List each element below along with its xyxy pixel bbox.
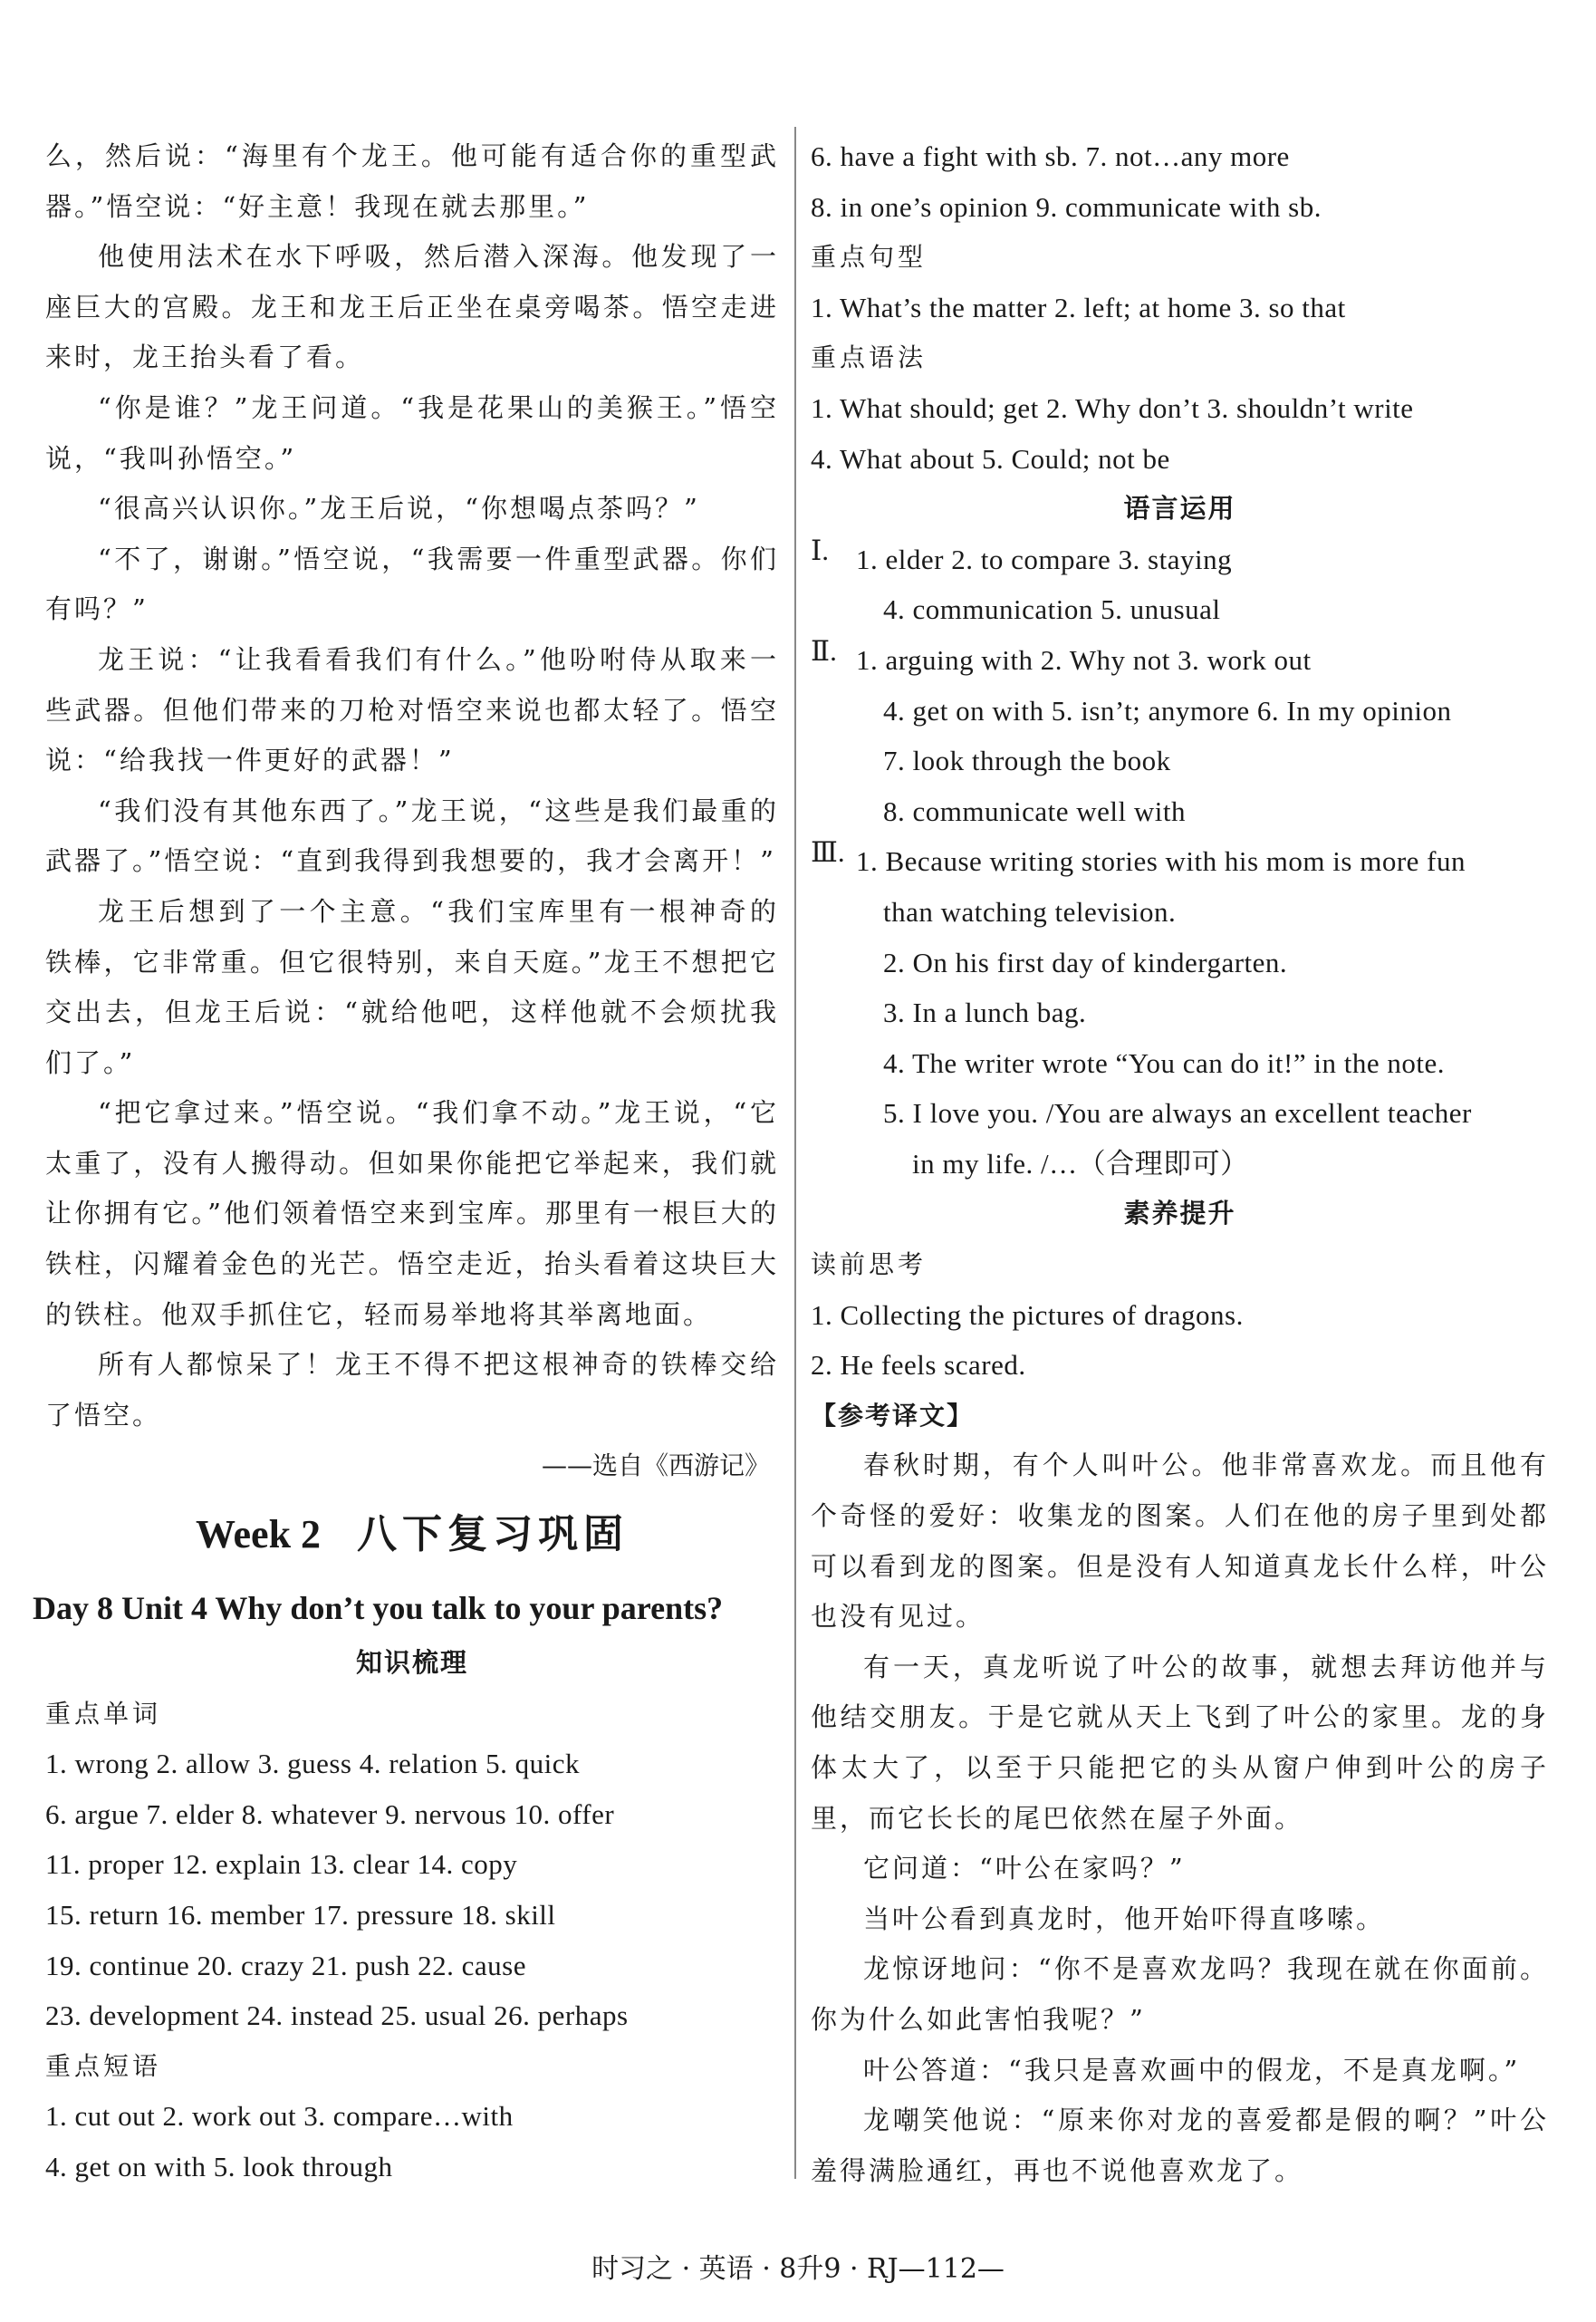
translation-paragraph: 叶公答道：“我只是喜欢画中的假龙，不是真龙啊。” [863, 2054, 1521, 2086]
right-column [811, 131, 1549, 2196]
vocab-line: 15. return 16. member 17. pressure 18. skill [45, 1899, 556, 1931]
answer-line: 8. communicate well with [883, 795, 1186, 827]
column-divider [794, 127, 796, 2179]
day-unit-title: Day 8 Unit 4 Why don’t you talk to your parents? [33, 1590, 724, 1627]
story-paragraph: “不了，谢谢。”悟空说，“我需要一件重型武器。你们有吗？” [45, 543, 779, 625]
exercise-1 [811, 535, 1549, 635]
answer-line: 4. The writer wrote “You can do it!” in the note. [883, 1046, 1445, 1079]
phrase-line: 8. in one’s opinion 9. communicate with sb. [811, 190, 1322, 223]
story-paragraph: “把它拿过来。”悟空说。“我们拿不动。”龙王说，“它太重了，没有人搬得动。但如果你能把它举起来，我们就让你拥有它。”他们领着悟空来到宝库。那里有一根巨大的铁柱，闪耀着金色的光芒。悟空走近，抬头看着这块巨大的铁柱。他双手抓住它，轻而易举地将其举离地面。 [45, 1097, 779, 1330]
week-heading [45, 1491, 779, 1578]
vocab-line: 11. proper 12. explain 13. clear 14. copy [45, 1848, 518, 1881]
page-footer: 时习之 · 英语 · 8升9 · RJ—112— [591, 2253, 1005, 2285]
phrase-line: 4. get on with 5. look through [45, 2150, 393, 2182]
story-paragraph: 龙王后想到了一个主意。“我们宝库里有一根神奇的铁棒，它非常重。但它很特别，来自天庭。”龙王不想把它交出去，但龙王后说：“就给他吧，这样他就不会烦扰我们了。” [45, 895, 779, 1078]
vocab-heading: 重点单词 [45, 1698, 162, 1729]
vocab-line: 19. continue 20. crazy 21. push 22. cause [45, 1949, 527, 1981]
phrase-line: 1. cut out 2. work out 3. compare…with [45, 2100, 514, 2133]
sentence-heading: 重点句型 [811, 242, 928, 273]
story-paragraph: 龙王说：“让我看看我们有什么。”他吩咐侍从取来一些武器。但他们带来的刀枪对悟空来说也都太轻了。悟空说：“给我找一件更好的武器！” [45, 643, 779, 776]
answer-line: 4. communication 5. unusual [883, 593, 1221, 626]
left-column [33, 131, 779, 2192]
answer-line: 1. Because writing stories with his mom is more fun [856, 845, 1466, 878]
week-label: Week 2 [195, 1512, 322, 1557]
translation-paragraph: 它问道：“叶公在家吗？” [863, 1853, 1186, 1884]
story-paragraph: 么，然后说：“海里有个龙王。他可能有适合你的重型武器。”悟空说：“好主意！我现在就去那里。” [45, 140, 779, 222]
preread-answer: 1. Collecting the pictures of dragons. [811, 1298, 1244, 1331]
story-paragraph: “我们没有其他东西了。”龙王说，“这些是我们最重的武器了。”悟空说：“直到我得到我想要的，我才会离开！” [45, 795, 779, 877]
vocab-line: 6. argue 7. elder 8. whatever 9. nervous 10. offer [45, 1797, 615, 1830]
section-heading-knowledge: 知识梳理 [355, 1647, 468, 1679]
answer-line: 2. On his first day of kindergarten. [883, 946, 1288, 978]
exercise-2-mark: Ⅱ. [811, 634, 837, 667]
exercise-3 [811, 836, 1549, 1189]
answer-line: 5. I love you. /You are always an excellent teacher [883, 1097, 1472, 1130]
vocab-line: 23. development 24. instead 25. usual 26. perhaps [45, 1999, 629, 2032]
translation-paragraph: 龙嘲笑他说：“原来你对龙的喜爱都是假的啊？”叶公羞得满脸通红，再也不说他喜欢龙了。 [811, 2105, 1549, 2186]
story-paragraph: “你是谁？”龙王问道。“我是花果山的美猴王。”悟空说，“我叫孙悟空。” [45, 391, 779, 474]
answer-line: 7. look through the book [883, 745, 1171, 777]
translation-paragraph: 有一天，真龙听说了叶公的故事，就想去拜访他并与他结交朋友。于是它就从天上飞到了叶公的家里。龙的身体太大了，以至于只能把它的头从窗户伸到叶公的房子里，而它长长的尾巴依然在屋子外面。 [811, 1651, 1549, 1834]
translation-text [811, 1440, 1549, 2196]
story-paragraph: 他使用法术在水下呼吸，然后潜入深海。他发现了一座巨大的宫殿。龙王和龙王后正坐在桌旁喝茶。悟空走进来时，龙王抬头看了看。 [45, 241, 779, 373]
sentence-line: 1. What’s the matter 2. left; at home 3. so that [811, 291, 1346, 323]
exercise-3-mark: Ⅲ. [811, 836, 845, 869]
preread-heading: 读前思考 [811, 1249, 928, 1280]
story-paragraph: 所有人都惊呆了！龙王不得不把这根神奇的铁棒交给了悟空。 [45, 1349, 779, 1431]
grammar-line: 4. What about 5. Could; not be [811, 442, 1170, 475]
preread-answer: 2. He feels scared. [811, 1349, 1026, 1382]
story-paragraph: “很高兴认识你。”龙王后说，“你想喝点茶吗？” [98, 493, 700, 525]
exercise-1-mark: Ⅰ. [811, 534, 829, 566]
week-subtitle: 八下复习巩固 [357, 1511, 630, 1558]
translation-paragraph: 当叶公看到真龙时，他开始吓得直哆嗦。 [863, 1903, 1386, 1934]
phrase-line: 6. have a fight with sb. 7. not…any more [811, 140, 1290, 172]
section-heading-literacy: 素养提升 [1123, 1198, 1236, 1229]
story-source: ——选自《西游记》 [541, 1450, 770, 1481]
translation-paragraph: 春秋时期，有个人叫叶公。他非常喜欢龙。而且他有个奇怪的爱好：收集龙的图案。人们在他的房子里到处都可以看到龙的图案。但是没有人知道真龙长什么样，叶公也没有见过。 [811, 1450, 1549, 1633]
translation-heading: 【参考译文】 [811, 1400, 975, 1431]
exercise-2 [811, 635, 1549, 836]
answer-line: 4. get on with 5. isn’t; anymore 6. In my opinion [883, 694, 1452, 727]
grammar-line: 1. What should; get 2. Why don’t 3. shouldn’t write [811, 391, 1414, 424]
answer-line-cont: in my life. /…（合理即可） [912, 1147, 1249, 1180]
story-text [45, 131, 779, 1440]
vocab-line: 1. wrong 2. allow 3. guess 4. relation 5. quick [45, 1748, 581, 1780]
answer-line: 1. elder 2. to compare 3. staying [856, 543, 1233, 575]
answer-line: 1. arguing with 2. Why not 3. work out [856, 643, 1312, 676]
phrase-heading: 重点短语 [45, 2050, 162, 2081]
answer-line: 3. In a lunch bag. [883, 997, 1087, 1029]
translation-paragraph: 龙惊讶地问：“你不是喜欢龙吗？我现在就在你面前。你为什么如此害怕我呢？” [811, 1953, 1549, 2035]
section-heading-language: 语言运用 [1123, 493, 1236, 525]
grammar-heading: 重点语法 [811, 342, 928, 373]
answer-line-cont: than watching television. [883, 895, 1177, 928]
